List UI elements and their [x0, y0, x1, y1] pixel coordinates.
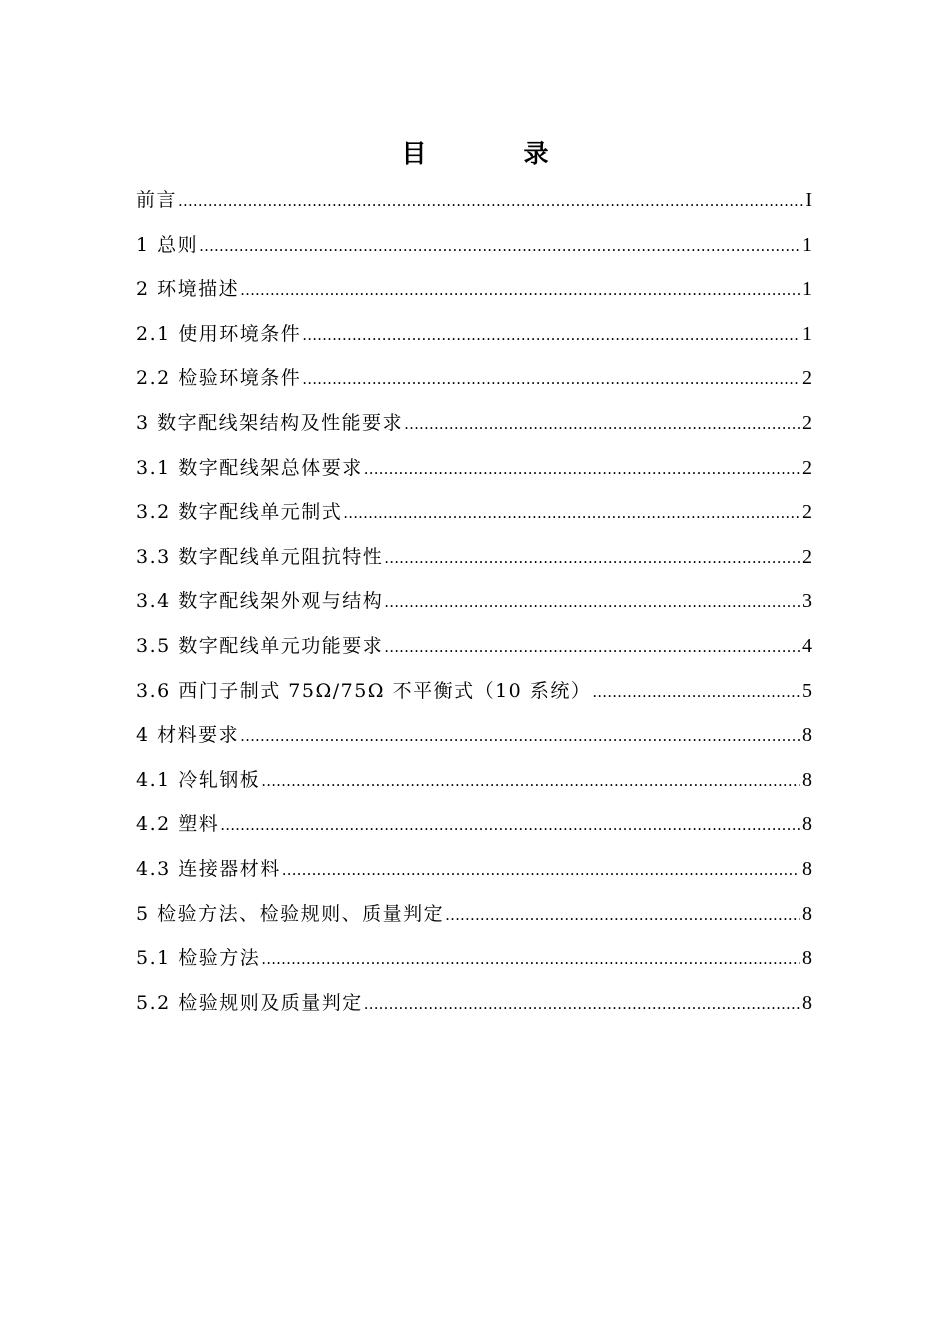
toc-entry-page: 3: [802, 590, 812, 613]
toc-entry-text: 5.1 检验方法: [136, 947, 261, 970]
toc-entry-3[interactable]: [136, 406, 812, 451]
toc-entry-page: 8: [802, 857, 812, 880]
toc-leader-dots: [302, 318, 800, 352]
toc-entry-4-1[interactable]: [136, 763, 812, 808]
toc-leader-dots: [261, 764, 800, 798]
toc-leader-dots: [240, 273, 800, 307]
toc-entry-2-1[interactable]: [136, 317, 812, 362]
toc-entry-3-2[interactable]: [136, 495, 812, 540]
toc-entry-text: 3 数字配线架结构及性能要求: [136, 411, 404, 434]
toc-entry-4[interactable]: [136, 718, 812, 763]
toc-entry-5-2[interactable]: [136, 986, 812, 1031]
toc-leader-dots: [384, 585, 800, 619]
toc-entry-1[interactable]: [136, 228, 812, 273]
toc-entry-3-1[interactable]: [136, 451, 812, 496]
toc-entry-page: 2: [802, 411, 812, 434]
toc-entry-5-1[interactable]: [136, 941, 812, 986]
toc-entry-page: 1: [802, 278, 812, 301]
toc-entry-page: 8: [802, 724, 812, 747]
toc-entry-5[interactable]: [136, 897, 812, 942]
toc-entry-3-3[interactable]: [136, 540, 812, 585]
toc-title: 目 录: [401, 139, 585, 168]
toc-entry-text: 3.5 数字配线单元功能要求: [136, 634, 384, 657]
toc-entry-text: 3.1 数字配线架总体要求: [136, 456, 363, 479]
toc-leader-dots: [592, 675, 800, 709]
toc-entry-text: 3.6 西门子制式 75Ω/75Ω 不平衡式（10 系统）: [136, 679, 592, 702]
toc-entry-text: 3.3 数字配线单元阻抗特性: [136, 545, 384, 568]
toc-entry-text: 4 材料要求: [136, 724, 240, 747]
toc-leader-dots: [404, 407, 800, 441]
toc-entry-text: 2.1 使用环境条件: [136, 322, 302, 345]
toc-entry-text: 3.2 数字配线单元制式: [136, 501, 343, 524]
toc-entry-3-5[interactable]: [136, 629, 812, 674]
toc-leader-dots: [282, 853, 800, 887]
toc-entry-page: 8: [802, 902, 812, 925]
toc-entry-text: 3.4 数字配线架外观与结构: [136, 590, 384, 613]
toc-entry-2-2[interactable]: [136, 361, 812, 406]
toc-entry-page: 8: [802, 947, 812, 970]
toc-leader-dots: [199, 229, 800, 263]
toc-entry-page: 2: [802, 501, 812, 524]
toc-leader-dots: [343, 496, 800, 530]
toc-entry-3-4[interactable]: [136, 584, 812, 629]
toc-entry-text: 前言: [136, 189, 178, 211]
toc-entry-page: 1: [802, 322, 812, 345]
toc-entry-page: I: [805, 189, 812, 211]
toc-entry-page: 1: [802, 233, 812, 256]
toc-entry-page: 8: [802, 991, 812, 1014]
toc-entry-text: 5 检验方法、检验规则、质量判定: [136, 902, 445, 925]
toc-leader-dots: [302, 362, 800, 396]
toc-entry-4-2[interactable]: [136, 807, 812, 852]
toc-leader-dots: [364, 987, 800, 1021]
toc-leader-dots: [220, 808, 800, 842]
toc-leader-dots: [445, 898, 800, 932]
toc-entry-text: 5.2 检验规则及质量判定: [136, 991, 363, 1014]
toc-entry-page: 5: [802, 679, 812, 702]
toc-entry-page: 4: [802, 634, 812, 657]
toc-entry-text: 1 总则: [136, 233, 199, 256]
toc-leader-dots: [364, 452, 800, 486]
toc-entry-3-6[interactable]: [136, 674, 812, 719]
toc-entry-page: 2: [802, 545, 812, 568]
toc-entry-text: 4.2 塑料: [136, 813, 220, 836]
toc-entry-text: 4.3 连接器材料: [136, 857, 281, 880]
toc-leader-dots: [384, 630, 800, 664]
toc-entry-preface[interactable]: [136, 183, 812, 228]
toc-leader-dots: [240, 719, 800, 753]
toc-leader-dots: [261, 942, 800, 976]
toc-entry-4-3[interactable]: [136, 852, 812, 897]
toc-entry-page: 2: [802, 456, 812, 479]
toc-entry-text: 2.2 检验环境条件: [136, 367, 302, 390]
toc-entry-page: 8: [802, 813, 812, 836]
toc-list: [136, 183, 812, 1030]
toc-entry-text: 4.1 冷轧钢板: [136, 768, 261, 791]
toc-leader-dots: [384, 541, 800, 575]
toc-entry-page: 8: [802, 768, 812, 791]
toc-entry-page: 2: [802, 367, 812, 390]
toc-entry-2[interactable]: [136, 272, 812, 317]
toc-leader-dots: [178, 184, 803, 218]
toc-entry-text: 2 环境描述: [136, 278, 240, 301]
